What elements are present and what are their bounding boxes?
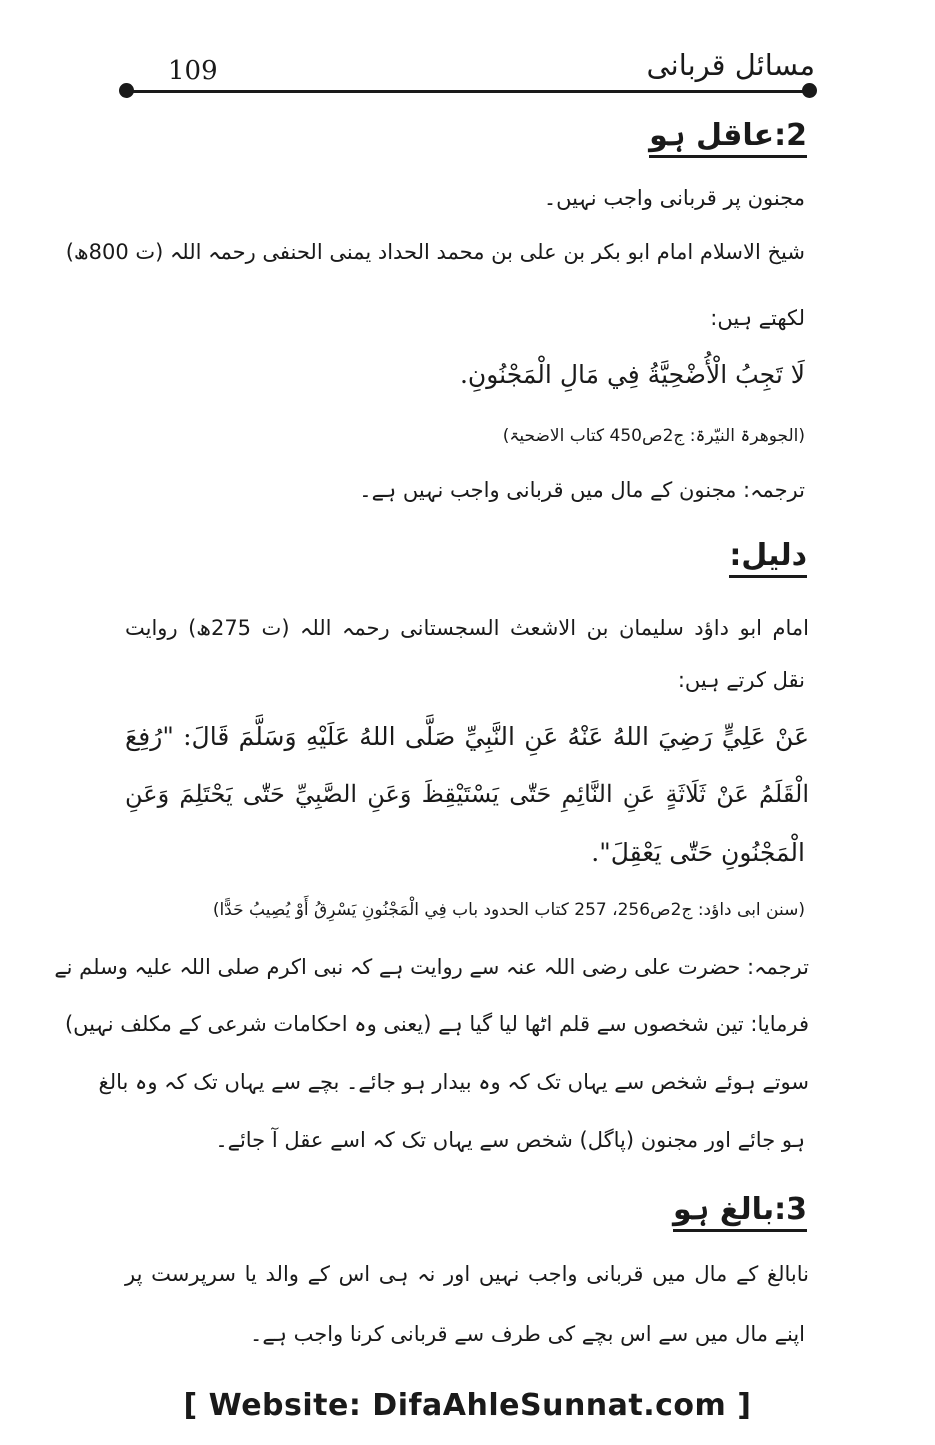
section-2-translation: ترجمہ: مجنون کے مال میں قربانی واجب نہیں ہے۔ — [359, 478, 805, 502]
daleel-heading: دلیل: — [729, 538, 807, 578]
daleel-translation-line-4: ہو جائے اور مجنون (پاگل) شخص سے یہاں تک کہ اسے عقل آ جائے۔ — [215, 1128, 805, 1152]
daleel-intro-line-2: نقل کرتے ہیں: — [677, 668, 805, 692]
header-rule — [126, 90, 810, 93]
section-2-heading: 2:عاقل ہو — [649, 118, 807, 158]
section-3-line-2: اپنے مال میں سے اس بچے کی طرف سے قربانی کرنا واجب ہے۔ — [250, 1322, 805, 1346]
hadith-line-1: عَنْ عَلِيٍّ رَضِيَ اللهُ عَنْهُ عَنِ النَّبِيِّ صَلَّى اللهُ عَلَيْهِ وَسَلَّمَ قَالَ: "رُفِعَ — [125, 722, 809, 751]
section-3-line-1: نابالغ کے مال میں قربانی واجب نہیں اور نہ ہی اس کے والد یا سرپرست پر — [125, 1262, 809, 1286]
website-footer: [ Website: DifaAhleSunnat.com ] — [183, 1388, 752, 1423]
hadith-line-3: الْمَجْنُونِ حَتّٰى يَعْقِلَ". — [591, 838, 805, 867]
hadith-line-2: الْقَلَمُ عَنْ ثَلَاثَةٍ عَنِ النَّائِمِ حَتّٰى يَسْتَيْقِظَ وَعَنِ الصَّبِيِّ حَتّٰى يَحْتَلِمَ وَعَنِ — [125, 780, 809, 808]
daleel-translation-line-2: فرمایا: تین شخصوں سے قلم اٹھا لیا گیا ہے (یعنی وہ احکامات شرعی کے مکلف نہیں) — [64, 1012, 809, 1036]
page-number: 109 — [168, 56, 218, 86]
section-3-heading: 3:بالغ ہو — [673, 1192, 807, 1232]
daleel-translation-line-1: ترجمہ: حضرت علی رضی اللہ عنہ سے روایت ہے کہ نبی اکرم صلی اللہ علیہ وسلم نے — [54, 955, 809, 979]
rule-right-dot — [802, 83, 817, 98]
arabic-quote: لَا تَجِبُ الْأُضْحِيَّةُ فِي مَالِ الْمَجْنُونِ. — [459, 360, 805, 389]
citation-abu-dawud: (سنن ابی داؤد: ج2ص256، 257 کتاب الحدود باب فِي الْمَجْنُونِ يَسْرِقُ أَوْ يُصِيبُ حَدًّا) — [212, 900, 805, 920]
daleel-translation-line-3: سوتے ہوئے شخص سے یہاں تک کہ وہ بیدار ہو جائے۔ بچے سے یہاں تک کہ وہ بالغ — [98, 1070, 809, 1094]
book-title: مسائل قربانی — [646, 48, 815, 82]
daleel-intro-line-1: امام ابو داؤد سلیمان بن الاشعث السجستانی رحمہ اللہ (ت 275ھ) روایت — [125, 616, 809, 640]
section-2-line-1: مجنون پر قربانی واجب نہیں۔ — [543, 186, 805, 210]
section-2-line-2: شیخ الاسلام امام ابو بکر بن علی بن محمد الحداد یمنی الحنفی رحمہ اللہ (ت 800ھ) — [65, 240, 805, 264]
citation-jawhara: (الجوھرۃ النیّرۃ: ج2ص450 کتاب الاضحیۃ) — [502, 426, 805, 446]
section-2-line-3: لکھتے ہیں: — [710, 306, 805, 330]
